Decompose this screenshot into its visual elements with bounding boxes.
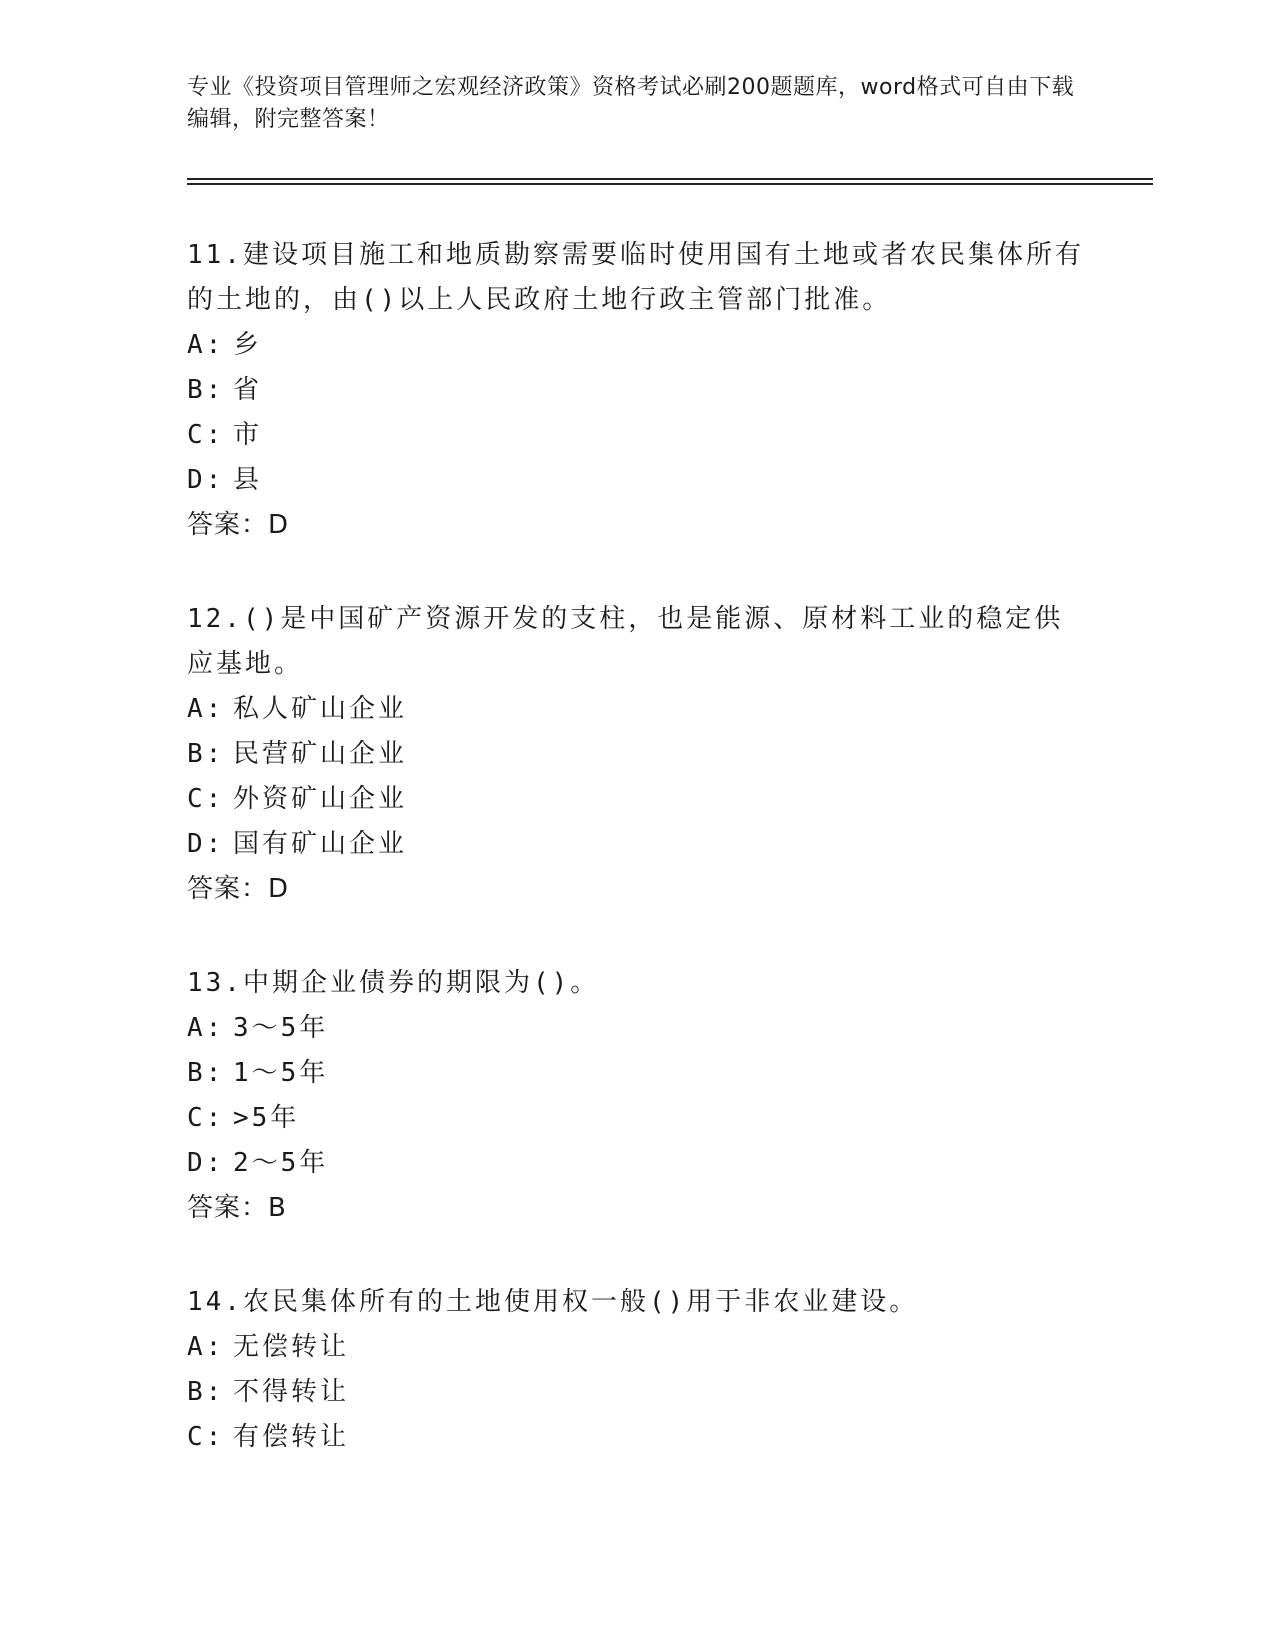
option-a: [187, 687, 1087, 732]
option-c: [187, 413, 1087, 458]
question-stem: 12.()是中国矿产资源开发的支柱，也是能源、原材料工业的稳定供应基地。: [187, 604, 1064, 679]
option-a: [187, 1325, 1087, 1370]
question-11: [187, 233, 1087, 548]
option-letter: C:: [187, 420, 225, 450]
option-letter: B:: [187, 1377, 225, 1407]
option-text: 1～5年: [233, 1058, 329, 1088]
option-letter: B:: [187, 1058, 225, 1088]
question-12: [187, 597, 1087, 912]
option-b: [187, 732, 1087, 777]
option-letter: C:: [187, 784, 225, 814]
option-text: 省: [233, 375, 263, 405]
option-letter: B:: [187, 739, 225, 769]
header-rule-top: [187, 178, 1153, 180]
option-d: [187, 1141, 1087, 1186]
option-b: [187, 1370, 1087, 1415]
option-d: [187, 458, 1087, 503]
option-letter: A:: [187, 1013, 225, 1043]
option-b: [187, 1051, 1087, 1096]
option-text: 有偿转让: [233, 1422, 350, 1452]
question-stem: 14.农民集体所有的土地使用权一般()用于非农业建设。: [187, 1287, 919, 1317]
answer-line: 答案：B: [187, 1193, 287, 1223]
option-c: [187, 1415, 1087, 1460]
option-text: 私人矿山企业: [233, 694, 408, 724]
option-letter: C:: [187, 1422, 225, 1452]
option-text: 县: [233, 465, 263, 495]
option-d: [187, 822, 1087, 867]
option-text: 无偿转让: [233, 1332, 350, 1362]
option-text: 市: [233, 420, 263, 450]
option-a: [187, 323, 1087, 368]
option-letter: C:: [187, 1103, 225, 1133]
option-text: 乡: [233, 330, 263, 360]
option-c: [187, 777, 1087, 822]
option-text: 不得转让: [233, 1377, 350, 1407]
answer-line: 答案：D: [187, 510, 290, 540]
option-text: 民营矿山企业: [233, 739, 408, 769]
option-text: 国有矿山企业: [233, 829, 408, 859]
question-13: [187, 961, 1087, 1231]
header-rule-bottom: [187, 183, 1153, 185]
answer-line: 答案：D: [187, 874, 290, 904]
option-letter: A:: [187, 330, 225, 360]
question-stem: 13.中期企业债券的期限为()。: [187, 968, 600, 998]
option-letter: A:: [187, 694, 225, 724]
option-letter: B:: [187, 375, 225, 405]
option-text: 3～5年: [233, 1013, 329, 1043]
option-text: 2～5年: [233, 1148, 329, 1178]
option-a: [187, 1006, 1087, 1051]
option-letter: D:: [187, 1148, 225, 1178]
option-letter: D:: [187, 829, 225, 859]
option-c: [187, 1096, 1087, 1141]
option-letter: A:: [187, 1332, 225, 1362]
option-b: [187, 368, 1087, 413]
option-text: 外资矿山企业: [233, 784, 408, 814]
option-letter: D:: [187, 465, 225, 495]
question-stem: 11.建设项目施工和地质勘察需要临时使用国有土地或者农民集体所有的土地的，由()以上人民政府土地行政主管部门批准。: [187, 240, 1084, 315]
option-text: >5年: [233, 1103, 300, 1133]
question-14: [187, 1280, 1087, 1460]
document-header: 专业《投资项目管理师之宏观经济政策》资格考试必刷200题题库，word格式可自由下载编辑，附完整答案！: [187, 75, 1075, 132]
